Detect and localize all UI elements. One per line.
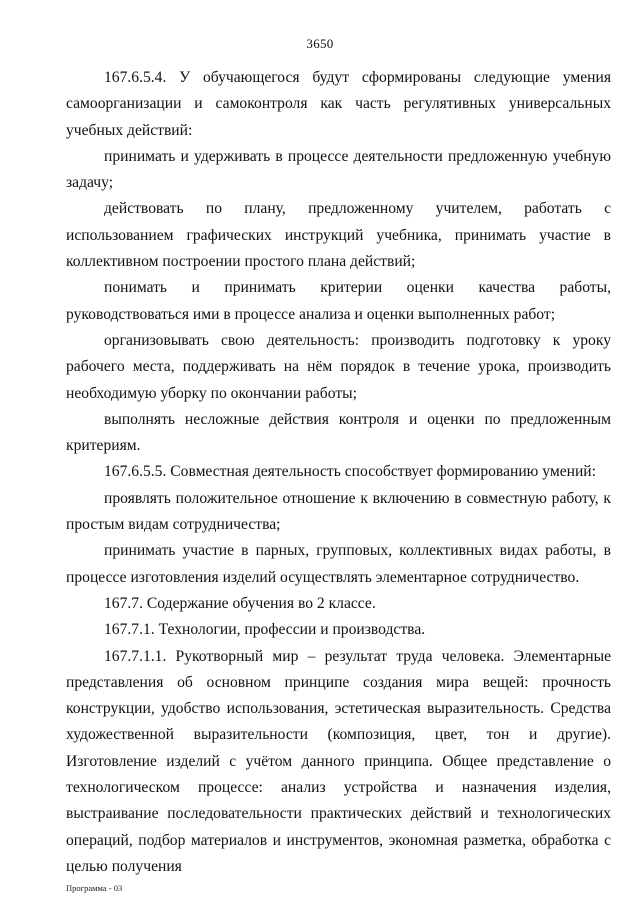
paragraph-167-7: 167.7. Содержание обучения во 2 классе. [104, 594, 376, 612]
footer-program-label: Программа - 03 [66, 883, 123, 893]
paragraph-accept-task: принимать и удерживать в процессе деятельности предложенную учебную задачу; [66, 147, 611, 192]
paragraph-organize-activity: организовывать свою деятельность: производить подготовку к уроку рабочего места, поддерживать на нём порядок в течение урока, производить необходимую уборку по окончании работы; [66, 331, 611, 402]
paragraph-act-by-plan: действовать по плану, предложенному учителем, работать с использованием графических инструкций учебника, принимать участие в коллективном построении простого плана действий; [66, 200, 611, 271]
paragraph-positive-attitude: проявлять положительное отношение к включению в совместную работу, к простым видам сотрудничества; [66, 489, 611, 534]
paragraph-control-actions: выполнять несложные действия контроля и оценки по предложенным критериям. [66, 410, 611, 455]
paragraph-167-6-5-4: 167.6.5.4. У обучающегося будут сформированы следующие умения самоорганизации и самоконтроля как часть регулятивных универсальных учебных действий: [66, 69, 611, 139]
paragraph-evaluation-criteria: понимать и принимать критерии оценки качества работы, руководствоваться ими в процессе анализа и оценки выполненных работ; [66, 279, 611, 323]
document-body [66, 65, 611, 880]
page-number: 3650 [306, 36, 334, 51]
paragraph-167-7-1-1: 167.7.1.1. Рукотворный мир – результат труда человека. Элементарные представления об основном принципе создания мира вещей: прочность конструкции, удобство использования, эстетическая выразительность. Средства художественной выразительности (композиция, цвет, тон и другие). Изготовление изделий с учётом данного принципа. Общее представление о технологическом процессе: анализ устройства и назначения изделия, выстраивание последовательности практических действий и технологических операций, подбор материалов и инструментов, экономная разметка, обработка с целью получения [66, 647, 611, 875]
paragraph-participate-work: принимать участие в парных, групповых, коллективных видах работы, в процессе изготовления изделий осуществлять элементарное сотрудничество. [66, 542, 611, 586]
paragraph-167-7-1: 167.7.1. Технологии, профессии и производства. [104, 621, 426, 639]
paragraph-167-6-5-5: 167.6.5.5. Совместная деятельность способствует формированию умений: [104, 463, 596, 481]
